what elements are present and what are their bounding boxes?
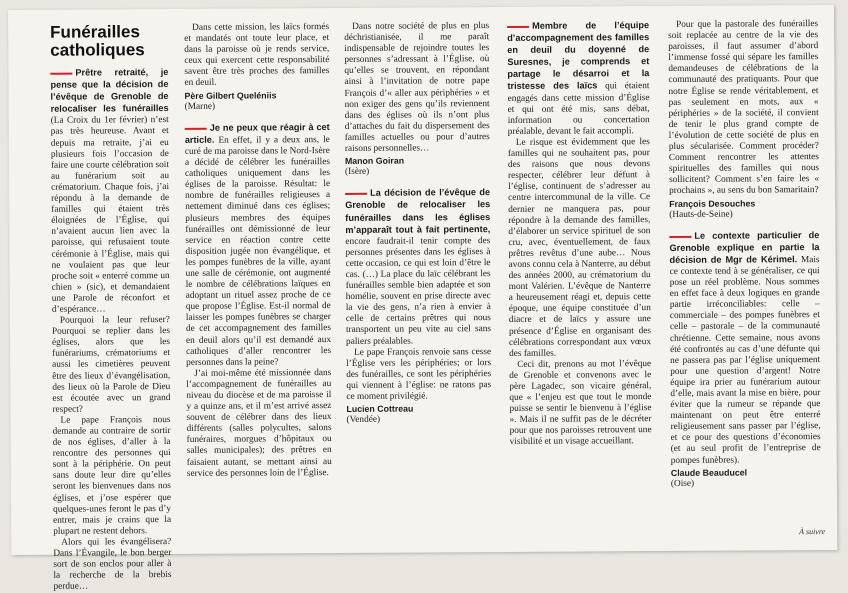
letter-1-body [50,67,170,316]
red-dash-marker [50,72,72,74]
column-5 [668,19,821,500]
letter-1-paragraph: Le pape François nous demande au contraire de sortir de nos églises, d’aller à la rencontre des personnes qui sont à la périphérie. On peut sans doute leur dire qu’elles seront les bienvenues dans nos églises, et j’ose espérer que quelques-unes feront le pas d’y entrer, mais je crains que la plupart ne restent dehors. [52,414,172,537]
column-2 [184,22,332,480]
letter-2-location: (Isère) [344,167,370,178]
letter-4-text: qui étaient engagés dans cette mission d’Église et qui ont été mis, sans débat, information ou concertation préalable, devant le fait accompli. [507,81,650,137]
letter-3-text: encore faudrait-il tenir compte des personnes présentes dans les églises à cette occasion, ce qui est loin d’être le cas. (…) La place du laïc célébrant les funérailles semble bien adaptée et son homélie, souvent en prise directe avec la vie des gens, n’a rien à envier à celle de certains prêtres qui nous transportent un peu vite au ciel sans paliers préalables. [345,235,491,347]
letter-3-lead: La décision de l’évêque de Grenoble de relocaliser les funérailles dans les églises m’apparaît tout à fait pertinente, [345,187,491,235]
letter-4-body [507,20,650,138]
letter-3-body [345,187,491,347]
letter-3-location: (Vendée) [346,414,381,426]
letter-1-paragraph: Alors qui les évangélisera? Dans l’Évangile, le bon berger sort de son enclos pour aller à la recherche de la brebis perdue… [53,536,172,593]
letter-4-lead: Membre de l’équipe d’accompagnement des familles en deuil du doyenné de Suresnes, je comprends et partage le désarroi et la tristesse des laïcs [507,20,650,92]
letter-5-lead: Le contexte particulier de Grenoble explique en partie la décision de Mgr de Kérimel. [669,229,820,265]
letter-2-paragraph: Dans notre société de plus en plus déchristianisée, il me paraît indispensable de rejoindre toutes les personnes s’adressant à l’Église, où qu’elles se trouvent, en répondant ainsi à l’invitation de notre pape François d’« aller aux périphéries » et non exiger des gens qu’ils reviennent dans des églises où ils n’ont plus d’attaches du fait du dispersement des familles actuelles ou pour d’autres raisons personnelles… [344,21,490,154]
page-title: Funérailles catholiques [50,22,145,60]
letter-4-paragraph: Le risque est évidemment que les familles qui ne souhaitent pas, pour des raisons que nous devons respecter, célébrer leur défunt à l’église, continuent de s’adresser au centre intercommunal de la ville. Ce dernier ne manquera pas, pour répondre à la demande des familles, d’élaborer un service spirituel de son cru, avec, éventuellement, de faux prêtres revêtus d’une aube… Nous avons connu cela à Nanterre, au début des années 2000, au crématorium du mont Valérien. L’évêque de Nanterre a heureusement réagi et, depuis cette époque, une équipe constituée d’un diacre et de laïcs y assure une présence d’Église en organisant des célébrations correspondant aux vœux des familles. [507,137,652,359]
letter-2-text: En effet, il y a deux ans, le curé de ma paroisse dans le Nord-Isère a décidé de célébrer les funérailles catholiques uniquement dans les églises de la paroisse. Résultat: le nombre de funérailles religieuses a nettement diminué dans ces églises; plusieurs membres des équipes funérailles ont démissionné de leur service en réaction contre cette disposition jugée non évangélique, et les pompes funèbres de la ville, ayant une salle de cérémonie, ont augmenté le nombre de célébrations laïques en adoptant un rituel assez proche de ce que propose l’Église. Est-il normal de laisser les pompes funèbres se charger de cet accompagnement des familles en deuil alors qu’il est demandé aux catholiques d’aller rencontrer les personnes dans la peine? [184,134,332,368]
red-dash-marker [185,127,207,129]
red-dash-marker [507,26,529,28]
letter-2-lead: Je ne peux que réagir à cet article. [184,121,330,145]
red-dash-marker [345,193,367,195]
letter-1-location: (Marne) [184,101,216,112]
letter-1-paragraph: Dans cette mission, les laïcs formés et mandatés ont toute leur place, et dans la paroisse où je rends service, ceux qui exercent cette responsabilité savent être très proches des familles en deuil. [184,22,330,89]
column-1 [50,23,171,593]
letter-4-signature: François Desouches [669,197,756,209]
letter-1-lead: Prêtre retraité, je pense que la décision de l’évêque de Grenoble de relocaliser les funérailles [50,67,169,115]
continued-label: À suivre [799,527,826,537]
red-dash-marker [669,235,691,237]
newspaper-page [8,5,837,593]
letter-1-signature: Père Gilbert Queléniis [184,89,277,101]
letter-1-paragraph: Pourquoi la leur refuser? Pourquoi se replier dans les églises, alors que les funérariums, crématoriums et aussi les cimetières peuvent être des lieux d’évangélisation, des lieux où la Parole de Dieu est écoutée avec un grand respect? [51,315,171,415]
letter-5-text: Mais ce contexte tend à se généraliser, ce qui pose un réel problème. Nous sommes en effet face à deux logiques en grande partie irréconciliables: celle – commerciale – des pompes funèbres et celle – pastorale – de la communauté chrétienne. Cette semaine, nous avons été confrontés au cas d’une défunte qui ne passera pas par l’église uniquement pour une question d’argent! Notre équipe ira prier au funérarium autour d’elle, mais avant la mise en bière, pour éviter que la rumeur se répande que maintenant on peut être enterré religieusement sans passer par l’église, et ce pour des questions d’économies (et au seul profit de l’entreprise de pompes funèbres). [669,254,821,466]
letter-2-signature: Manon Goiran [344,155,405,167]
letter-3-paragraph: Le pape François renvoie sans cesse l’Église vers les périphéries; or lors des funérailles, ce sont les périphéries qui viennent à l’église: ne ratons pas ce moment privilégié. [346,346,492,402]
letter-5-signature: Claude Beauducel [670,467,748,478]
letter-4-paragraph: Ceci dit, prenons au mot l’évêque de Grenoble et convenons avec le père Lagadec, son vicaire général, que « l’enjeu est que tout le monde puisse se sentir le bienvenu à l’église ». Mais il ne suffit pas de le décréter pour que nos paroisses retrouvent une visibilité et un visage accueillant. [509,358,652,448]
letter-4-paragraph: Pour que la pastorale des funérailles soit replacée au centre de la vie des paroisses, il faut assumer d’abord l’immense fossé qui sépare les familles demandeuses de célébrations de la communauté des pratiquants. Pour que notre Église se rende véritablement, et pas seulement en mots, aux « périphéries » de la société, il convient de tenir le plus grand compte de l’évolution de cette société de plus en plus sécularisée. Comment procéder? Comment rencontrer les attentes spirituelles des familles qui nous sollicitent? Comment s’en faire les « prochains », au sens du bon Samaritain? [668,19,820,197]
letter-5-location: (Oise) [670,478,695,489]
letter-1-text: (La Croix du 1er février) n’est pas très heureuse. Avant et depuis ma retraite, j’ai eu plusieurs fois l’occasion de faire une courte célébration soit au funérarium soit au crématorium. Chaque fois, j’ai répondu à la demande de familles qui étaient très éloignées de l’Église, qui n’avaient aucun lien avec la paroisse, qui refusaient toute cérémonie à l’Église, mais qui ne voulaient pas que leur proche soit « enterré comme un chien » (sic), et demandaient une Parole de réconfort et d’espérance… [50,115,170,315]
letter-3-signature: Lucien Cottreau [346,403,414,415]
letter-2-body [185,122,332,369]
letter-2-paragraph: J’ai moi-même été missionnée dans l’accompagnement de funérailles au niveau du diocèse et de ma paroisse il y a quinze ans, et il m’est arrivé assez souvent de célébrer dans des lieux différents (salles polycultes, salons funéraires, morgues d’hôpitaux ou salles municipales); des prêtres en faisaient autant, se mettant ainsi au service des personnes loin de l’Église. [186,367,332,479]
letter-4-location: (Hauts-de-Seine) [669,209,733,220]
column-4 [507,20,652,448]
column-3 [344,21,492,436]
letter-5-body [669,230,820,467]
